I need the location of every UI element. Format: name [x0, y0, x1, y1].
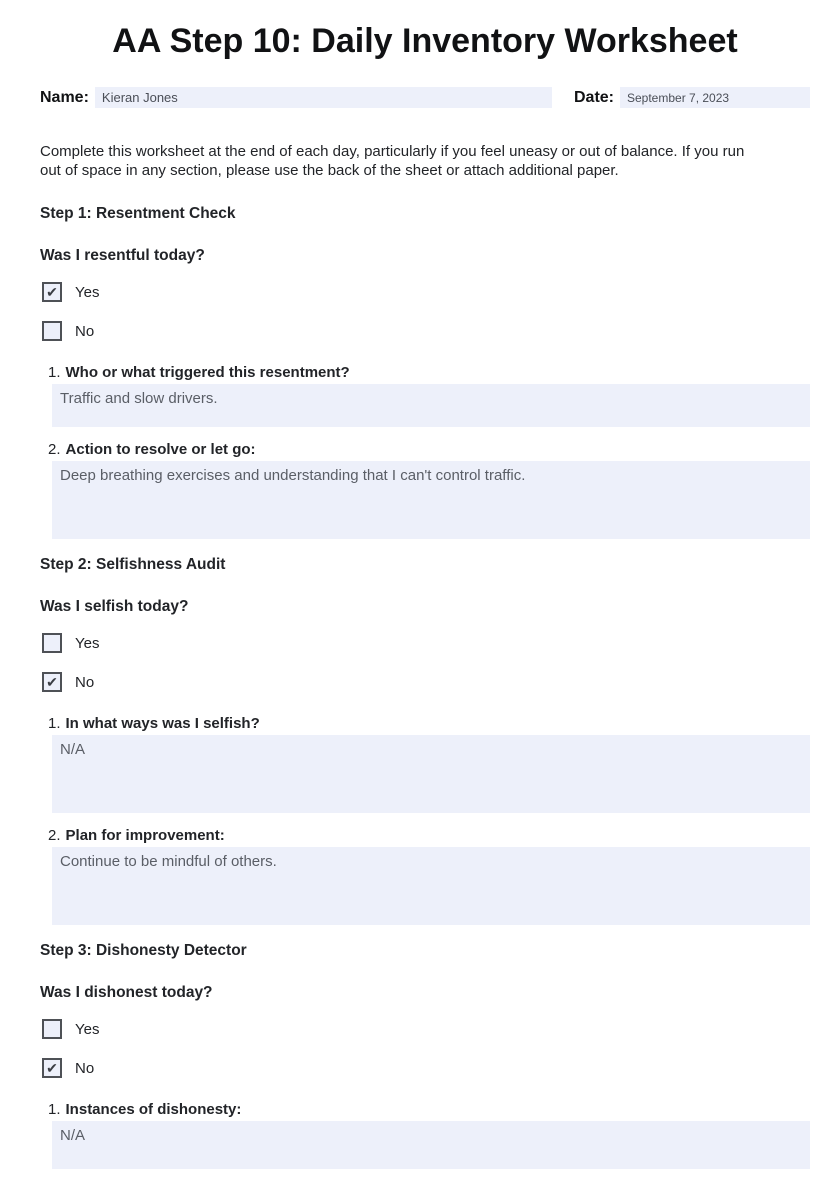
option-row-no	[42, 321, 810, 341]
question-text: Instances of dishonesty:	[65, 1101, 242, 1118]
checkbox-yes[interactable]: ✔	[42, 282, 62, 302]
question-label	[48, 1101, 810, 1118]
date-label: Date:	[573, 88, 614, 106]
section-question: Was I selfish today?	[40, 598, 189, 615]
answer-textarea[interactable]: N/A	[52, 1121, 810, 1169]
step-heading: Step 1: Resentment Check	[40, 205, 236, 222]
section-question: Was I resentful today?	[40, 247, 205, 264]
question-item	[40, 715, 810, 813]
section-resentment-check	[40, 205, 810, 539]
option-row-yes	[42, 282, 810, 302]
page-title: AA Step 10: Daily Inventory Worksheet	[112, 22, 738, 60]
section-selfishness-audit	[40, 556, 810, 925]
question-text: Action to resolve or let go:	[65, 441, 256, 458]
step-heading: Step 2: Selfishness Audit	[40, 556, 226, 573]
answer-textarea[interactable]: Deep breathing exercises and understanding that I can't control traffic.	[52, 461, 810, 539]
question-item	[40, 827, 810, 925]
option-row-yes	[42, 1019, 810, 1039]
checkbox-label: No	[75, 673, 95, 691]
question-label	[48, 827, 810, 844]
question-text: Who or what triggered this resentment?	[65, 364, 350, 381]
question-text: In what ways was I selfish?	[65, 715, 260, 732]
question-item	[40, 1101, 810, 1169]
name-input[interactable]: Kieran Jones	[95, 87, 552, 108]
step-heading: Step 3: Dishonesty Detector	[40, 942, 247, 959]
checkbox-no[interactable]: ✔	[42, 672, 62, 692]
checkbox-label: No	[75, 322, 95, 340]
question-number: 1.	[48, 1101, 61, 1118]
question-label	[48, 715, 810, 732]
question-number: 1.	[48, 715, 61, 732]
checkbox-label: No	[75, 1059, 95, 1077]
question-text: Plan for improvement:	[65, 827, 225, 844]
name-label: Name:	[40, 88, 89, 106]
checkbox-label: Yes	[75, 1020, 100, 1038]
question-number: 2.	[48, 441, 61, 458]
question-label	[48, 364, 810, 381]
answer-textarea[interactable]: N/A	[52, 735, 810, 813]
checkbox-no[interactable]: ✔	[42, 1058, 62, 1078]
checkbox-no[interactable]	[42, 321, 62, 341]
section-dishonesty-detector	[40, 942, 810, 1169]
checkbox-yes[interactable]	[42, 633, 62, 653]
name-date-row	[40, 87, 810, 108]
question-number: 2.	[48, 827, 61, 844]
question-number: 1.	[48, 364, 61, 381]
answer-textarea[interactable]: Traffic and slow drivers.	[52, 384, 810, 427]
question-item	[40, 364, 810, 427]
option-row-no	[42, 672, 810, 692]
answer-textarea[interactable]: Continue to be mindful of others.	[52, 847, 810, 925]
option-row-yes	[42, 633, 810, 653]
checkbox-label: Yes	[75, 283, 100, 301]
section-question: Was I dishonest today?	[40, 984, 213, 1001]
option-row-no	[42, 1058, 810, 1078]
instructions-text: Complete this worksheet at the end of each day, particularly if you feel uneasy or out of balance. If you run out of space in any section, please use the back of the sheet or attach additional paper.	[40, 143, 745, 179]
date-input[interactable]: September 7, 2023	[620, 87, 810, 108]
question-item	[40, 441, 810, 539]
checkbox-label: Yes	[75, 634, 100, 652]
checkbox-yes[interactable]	[42, 1019, 62, 1039]
question-label	[48, 441, 810, 458]
